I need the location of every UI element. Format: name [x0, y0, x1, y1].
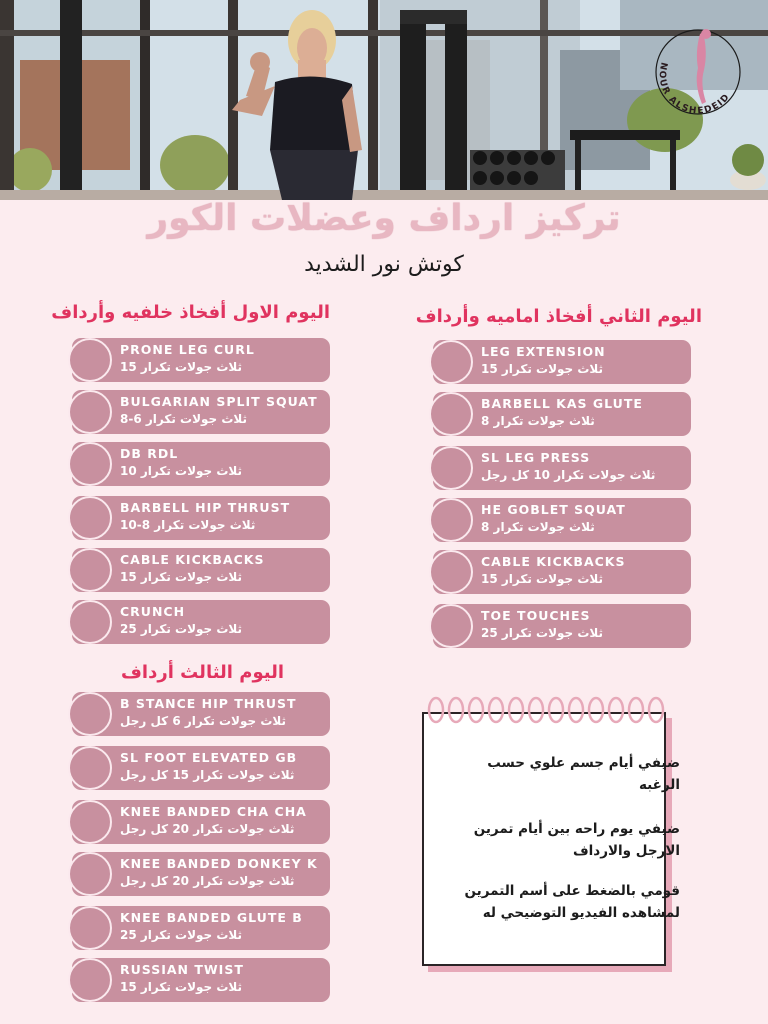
brand-logo [648, 22, 748, 122]
hero-photo [0, 0, 768, 200]
exercise-card-barbell-hip-thrust[interactable] [72, 496, 330, 540]
note-video-hint: قومي بالضغط على أسم التمرين لمشاهده الفيديو التوضيحي له [464, 883, 680, 921]
exercise-name[interactable]: BARBELL KAS GLUTE [481, 396, 643, 411]
exercise-card-barbell-kas-glute[interactable] [433, 392, 691, 436]
exercise-name[interactable]: KNEE BANDED GLUTE B [120, 910, 303, 925]
exercise-reps: ثلاث جولات تكرار 15 [481, 362, 604, 376]
exercise-card-cable-kickbacks[interactable] [72, 548, 330, 592]
coach-name: كوتش نور الشديد [304, 252, 464, 277]
exercise-name[interactable]: SL FOOT ELEVATED GB [120, 750, 298, 765]
exercise-card-russian-twist[interactable] [72, 958, 330, 1002]
exercise-card-b-stance-hip-thrust[interactable] [72, 692, 330, 736]
exercise-card-bulgarian-split-squat[interactable] [72, 390, 330, 434]
exercise-name[interactable]: CABLE KICKBACKS [481, 554, 626, 569]
exercise-reps: ثلاث جولات تكرار 8 [481, 414, 595, 428]
exercise-card-leg-extension[interactable] [433, 340, 691, 384]
exercise-name[interactable]: TOE TOUCHES [481, 608, 591, 623]
exercise-name[interactable]: PRONE LEG CURL [120, 342, 255, 357]
exercise-bullet-icon [68, 906, 112, 950]
exercise-reps: ثلاث جولات تكرار 15 [120, 570, 243, 584]
exercise-reps: ثلاث جولات تكرار 10 كل رجل [481, 468, 656, 482]
exercise-card-he-goblet-squat[interactable] [433, 498, 691, 542]
exercise-reps: ثلاث جولات تكرار 8-10 [120, 518, 256, 532]
spiral-binding-icon [424, 694, 668, 730]
exercise-card-cable-kickbacks[interactable] [433, 550, 691, 594]
exercise-card-sl-foot-elevated-gb[interactable] [72, 746, 330, 790]
exercise-bullet-icon [68, 692, 112, 736]
exercise-bullet-icon [429, 340, 473, 384]
exercise-reps: ثلاث جولات تكرار 25 [481, 626, 604, 640]
exercise-reps: ثلاث جولات تكرار 20 كل رجل [120, 874, 295, 888]
exercise-reps: ثلاث جولات تكرار 8 [481, 520, 595, 534]
exercise-name[interactable]: HE GOBLET SQUAT [481, 502, 626, 517]
exercise-reps: ثلاث جولات تكرار 15 [481, 572, 604, 586]
exercise-bullet-icon [429, 604, 473, 648]
day3-heading: اليوم الثالث أرداف [121, 662, 284, 683]
exercise-bullet-icon [68, 958, 112, 1002]
exercise-card-knee-banded-donkey-k[interactable] [72, 852, 330, 896]
exercise-reps: ثلاث جولات تكرار 25 [120, 622, 243, 636]
exercise-name[interactable]: CRUNCH [120, 604, 186, 619]
exercise-bullet-icon [68, 548, 112, 592]
exercise-bullet-icon [68, 746, 112, 790]
page-title: تركيز ارداف وعضلات الكور [147, 198, 621, 239]
exercise-reps: ثلاث جولات تكرار 25 [120, 928, 243, 942]
exercise-card-toe-touches[interactable] [433, 604, 691, 648]
exercise-card-db-rdl[interactable] [72, 442, 330, 486]
exercise-bullet-icon [68, 852, 112, 896]
exercise-card-prone-leg-curl[interactable] [72, 338, 330, 382]
exercise-card-knee-banded-cha-cha[interactable] [72, 800, 330, 844]
exercise-bullet-icon [68, 496, 112, 540]
exercise-bullet-icon [68, 442, 112, 486]
note-upper-body: ضيفي أيام جسم علوي حسب الرغبه [487, 755, 680, 793]
exercise-reps: ثلاث جولات تكرار 15 [120, 980, 243, 994]
exercise-reps: ثلاث جولات تكرار 20 كل رجل [120, 822, 295, 836]
exercise-name[interactable]: RUSSIAN TWIST [120, 962, 244, 977]
exercise-bullet-icon [429, 392, 473, 436]
day2-heading: اليوم الثاني أفخاذ اماميه وأرداف [415, 306, 702, 327]
exercise-name[interactable]: KNEE BANDED CHA CHA [120, 804, 307, 819]
day1-heading: اليوم الاول أفخاذ خلفيه وأرداف [51, 302, 330, 323]
exercise-bullet-icon [429, 498, 473, 542]
exercise-bullet-icon [68, 800, 112, 844]
exercise-reps: ثلاث جولات تكرار 6 كل رجل [120, 714, 287, 728]
exercise-card-sl-leg-press[interactable] [433, 446, 691, 490]
exercise-name[interactable]: BULGARIAN SPLIT SQUAT [120, 394, 318, 409]
exercise-name[interactable]: KNEE BANDED DONKEY K [120, 856, 318, 871]
exercise-reps: ثلاث جولات تكرار 10 [120, 464, 243, 478]
exercise-bullet-icon [68, 390, 112, 434]
exercise-name[interactable]: CABLE KICKBACKS [120, 552, 265, 567]
exercise-bullet-icon [429, 550, 473, 594]
note-rest-day: ضيفي يوم راحه بين أيام تمرين الارجل والارداف [473, 821, 680, 859]
exercise-name[interactable]: LEG EXTENSION [481, 344, 606, 359]
exercise-name[interactable]: BARBELL HIP THRUST [120, 500, 291, 515]
exercise-name[interactable]: B STANCE HIP THRUST [120, 696, 297, 711]
exercise-name[interactable]: DB RDL [120, 446, 179, 461]
exercise-bullet-icon [68, 338, 112, 382]
exercise-reps: ثلاث جولات تكرار 6-8 [120, 412, 248, 426]
exercise-name[interactable]: SL LEG PRESS [481, 450, 591, 465]
exercise-card-crunch[interactable] [72, 600, 330, 644]
exercise-bullet-icon [429, 446, 473, 490]
exercise-bullet-icon [68, 600, 112, 644]
exercise-reps: ثلاث جولات تكرار 15 كل رجل [120, 768, 295, 782]
exercise-reps: ثلاث جولات تكرار 15 [120, 360, 243, 374]
logo-text: NOUR ALSHEDEID [656, 61, 733, 117]
exercise-card-knee-banded-glute-b[interactable] [72, 906, 330, 950]
